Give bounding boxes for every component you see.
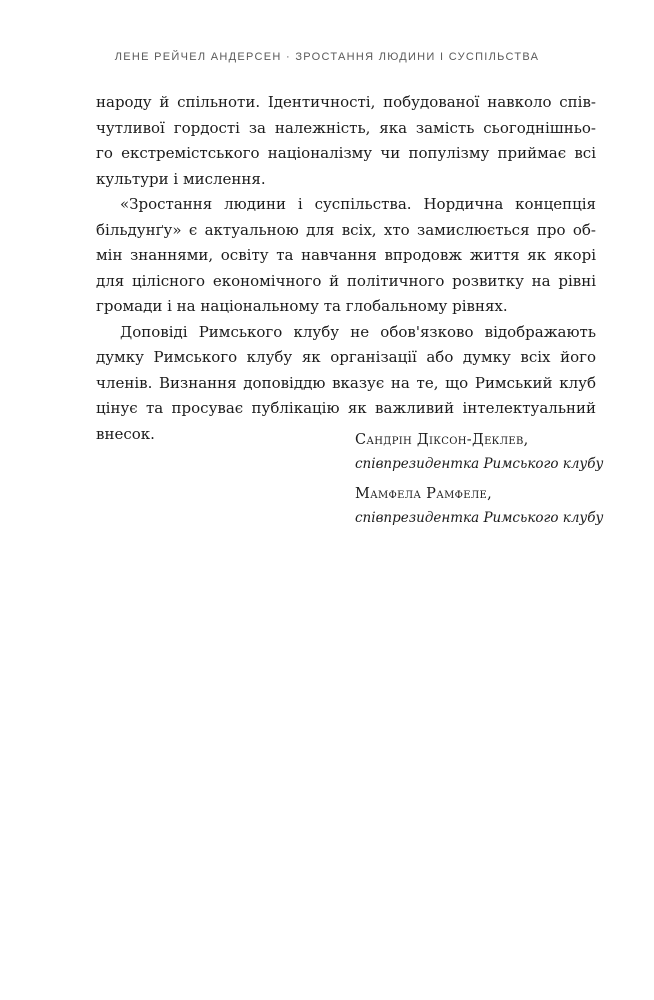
text-line: внесок. (96, 424, 155, 443)
signatory-name: Мамфела Рамфеле, (355, 486, 493, 502)
body-text (96, 90, 596, 447)
signature-1 (355, 428, 604, 476)
text-line: цінує та просуває публікацію як важливий інтелектуальний (96, 399, 596, 417)
text-line: мін знаннями, освіту та навчання впродовж життя як якорі (96, 246, 596, 264)
text-line: народу й спільноти. Ідентичності, побудованої навколо спів- (96, 93, 596, 111)
text-line: чутливої гордості за належність, яка замість сьогоднішньо- (96, 118, 596, 137)
text-line: членів. Визнання доповіддю вказує на те, що Римський клуб (96, 373, 596, 392)
paragraph-2 (96, 192, 596, 320)
running-header: ЛЕНЕ РЕЙЧЕЛ АНДЕРСЕН · ЗРОСТАННЯ ЛЮДИНИ І СУСПІЛЬСТВА (114, 51, 540, 63)
text-line: громади і на національному та глобальному рівнях. (96, 297, 508, 315)
text-line: го екстремістського націоналізму чи популізму приймає всі (96, 144, 596, 162)
text-line: культури і мислення. (96, 169, 266, 188)
text-line: Доповіді Римського клубу не обов'язково відображають (120, 322, 596, 341)
paragraph-1 (96, 90, 596, 192)
text-line: для цілісного економічного й політичного розвитку на рівні (96, 271, 596, 290)
signature-2 (355, 482, 604, 530)
text-line: думку Римського клубу як організації або думку всіх його (96, 348, 596, 366)
signatory-name: Сандрін Діксон-Деклев, (355, 432, 529, 448)
text-line: «Зростання людини і суспільства. Нордична концепція (120, 195, 596, 213)
signatory-role: співпрезидентка Римського клубу (355, 510, 604, 526)
text-line: більдунґу» є актуальною для всіх, хто замислюється про об- (96, 220, 596, 239)
signatory-role: співпрезидентка Римського клубу (355, 456, 604, 472)
